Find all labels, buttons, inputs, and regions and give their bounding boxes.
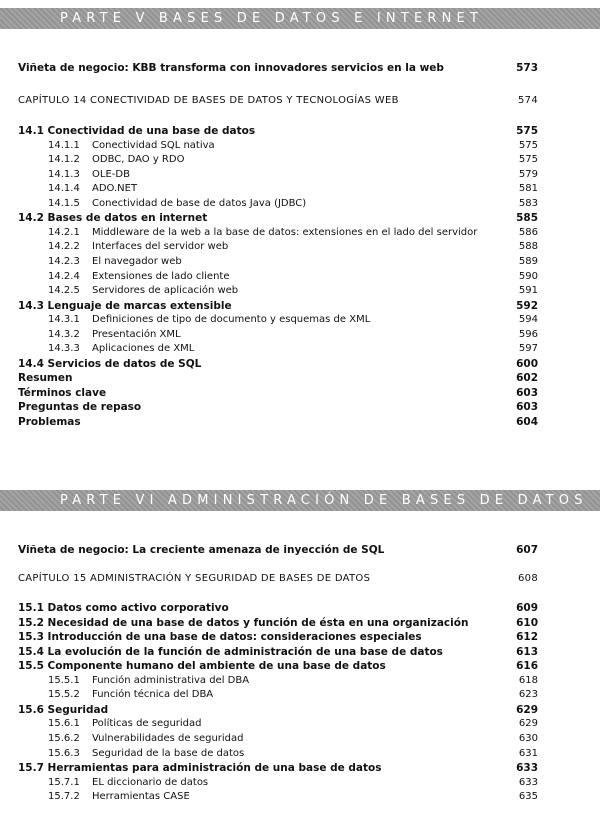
chapter-entry[interactable]: [18, 572, 538, 586]
entry-title: 15.4 La evolución de la función de administración de una base de datos: [18, 645, 443, 658]
section-entry[interactable]: [18, 386, 538, 400]
entry-page: 575: [518, 154, 538, 166]
entry-title: Interfaces del servidor web: [92, 241, 229, 253]
entry-title: Términos clave: [18, 386, 107, 399]
section-entry[interactable]: [18, 400, 538, 414]
entry-title: Aplicaciones de XML: [92, 343, 195, 355]
chapter-title: CAPÍTULO 14 CONECTIVIDAD DE BASES DE DATOS Y TECNOLOGÍAS WEB: [18, 95, 399, 106]
entry-number: 14.1.5: [48, 197, 80, 209]
vignette-entry[interactable]: [18, 543, 538, 557]
subsection-entry[interactable]: [18, 747, 538, 761]
entry-page: 589: [518, 255, 538, 267]
subsection-entry[interactable]: [18, 328, 538, 342]
entry-page: 573: [516, 62, 538, 74]
entry-number: 14.2.5: [48, 285, 80, 297]
chapter-title: CAPÍTULO 15 ADMINISTRACIÓN Y SEGURIDAD DE BASES DE DATOS: [18, 573, 371, 584]
entry-title: 15.6 Seguridad: [18, 703, 109, 716]
section-entry[interactable]: [18, 601, 538, 615]
entry-title: Resumen: [18, 372, 73, 385]
section-entry[interactable]: [18, 630, 538, 644]
entry-title: Conectividad SQL nativa: [92, 139, 215, 151]
entry-page: 586: [518, 226, 538, 238]
entry-title: Problemas: [18, 416, 81, 428]
entry-title: Políticas de seguridad: [92, 718, 202, 730]
part-title: PARTE V BASES DE DATOS E INTERNET: [60, 11, 484, 26]
entry-page: 594: [518, 314, 538, 326]
entry-number: 14.1.3: [48, 168, 80, 180]
entry-title: 14.1 Conectividad de una base de datos: [18, 125, 256, 137]
part-title: PARTE VI ADMINISTRACIÓN DE BASES DE DATOS: [60, 493, 588, 508]
entry-page: 609: [516, 602, 538, 614]
entry-page: 618: [518, 674, 538, 686]
entry-title: Preguntas de repaso: [18, 401, 142, 414]
entry-page: 630: [518, 732, 538, 744]
subsection-entry[interactable]: [18, 226, 538, 240]
entry-number: 14.3.1: [48, 314, 80, 326]
entry-number: 15.7.1: [48, 776, 80, 788]
entry-title: Seguridad de la base de datos: [92, 747, 245, 759]
section-entry[interactable]: [18, 616, 538, 630]
entry-page: 604: [516, 416, 538, 428]
entry-page: 610: [516, 616, 538, 629]
entry-page: 612: [516, 631, 538, 644]
entry-title: Herramientas CASE: [92, 791, 190, 803]
entry-page: 575: [518, 139, 538, 151]
section-entry[interactable]: [18, 124, 538, 138]
section-entry[interactable]: [18, 211, 538, 225]
entry-page: 597: [518, 343, 538, 355]
entry-page: 633: [518, 776, 538, 788]
section-entry[interactable]: [18, 415, 538, 429]
entry-title: 15.3 Introducción de una base de datos: consideraciones especiales: [18, 631, 422, 644]
entry-title: Presentación XML: [92, 328, 181, 340]
part-banner: [0, 8, 600, 29]
subsection-entry[interactable]: [18, 270, 538, 284]
entry-title: El navegador web: [92, 255, 182, 267]
entry-title: 14.4 Servicios de datos de SQL: [18, 357, 202, 370]
subsection-entry[interactable]: [18, 139, 538, 153]
entry-page: 635: [518, 791, 538, 803]
entry-number: 15.6.2: [48, 732, 80, 744]
entry-page: 623: [518, 689, 538, 701]
subsection-entry[interactable]: [18, 674, 538, 688]
entry-title: 15.2 Necesidad de una base de datos y función de ésta en una organización: [18, 616, 469, 629]
chapter-page: 574: [518, 95, 538, 106]
entry-title: Vulnerabilidades de seguridad: [92, 732, 244, 744]
entry-title: Función técnica del DBA: [92, 689, 214, 701]
entry-title: 14.3 Lenguaje de marcas extensible: [18, 299, 232, 312]
entry-page: 629: [516, 703, 538, 716]
entry-number: 14.1.2: [48, 154, 80, 166]
entry-page: 583: [518, 197, 538, 209]
section-entry[interactable]: [18, 761, 538, 775]
entry-title: 15.1 Datos como activo corporativo: [18, 602, 229, 614]
entry-number: 14.2.1: [48, 226, 80, 238]
entry-number: 14.3.2: [48, 328, 80, 340]
subsection-entry[interactable]: [18, 717, 538, 731]
entry-title: ODBC, DAO y RDO: [92, 154, 185, 166]
subsection-entry[interactable]: [18, 732, 538, 746]
entry-page: 585: [516, 212, 538, 225]
entry-page: 607: [516, 544, 538, 556]
entry-title: Middleware de la web a la base de datos: extensiones en el lado del servidor: [92, 226, 478, 238]
chapter-page: 608: [518, 573, 538, 584]
subsection-entry[interactable]: [18, 240, 538, 254]
entry-title: 15.7 Herramientas para administración de una base de datos: [18, 762, 382, 775]
subsection-entry[interactable]: [18, 790, 538, 804]
section-entry[interactable]: [18, 659, 538, 673]
subsection-entry[interactable]: [18, 182, 538, 196]
subsection-entry[interactable]: [18, 153, 538, 167]
entry-number: 14.2.2: [48, 241, 80, 253]
entry-title: Extensiones de lado cliente: [92, 270, 230, 282]
entry-page: 579: [518, 168, 538, 180]
entry-title: Viñeta de negocio: La creciente amenaza de inyección de SQL: [18, 544, 385, 556]
entry-number: 14.2.3: [48, 255, 80, 267]
entry-title: ADO.NET: [92, 183, 138, 195]
entry-number: 14.2.4: [48, 270, 80, 282]
entry-title: Definiciones de tipo de documento y esquemas de XML: [92, 314, 371, 326]
section-entry[interactable]: [18, 357, 538, 371]
subsection-entry[interactable]: [18, 342, 538, 356]
entry-title: OLE-DB: [92, 168, 130, 180]
entry-number: 15.5.1: [48, 674, 80, 686]
section-entry[interactable]: [18, 299, 538, 313]
section-entry[interactable]: [18, 703, 538, 717]
entry-page: 603: [516, 401, 538, 414]
entry-title: Función administrativa del DBA: [92, 674, 250, 686]
entry-number: 14.1.1: [48, 139, 80, 151]
entry-page: 575: [516, 125, 538, 137]
vignette-entry[interactable]: [18, 61, 538, 75]
entry-title: 15.5 Componente humano del ambiente de una base de datos: [18, 660, 386, 673]
entry-page: 616: [516, 660, 538, 673]
entry-number: 15.6.3: [48, 747, 80, 759]
section-entry[interactable]: [18, 371, 538, 385]
entry-page: 581: [518, 183, 538, 195]
entry-title: 14.2 Bases de datos en internet: [18, 212, 208, 225]
entry-page: 629: [518, 718, 538, 730]
entry-page: 588: [518, 241, 538, 253]
entry-title: EL diccionario de datos: [92, 776, 209, 788]
entry-number: 15.7.2: [48, 791, 80, 803]
entry-page: 633: [516, 762, 538, 775]
entry-number: 15.5.2: [48, 689, 80, 701]
entry-page: 592: [516, 299, 538, 312]
subsection-entry[interactable]: [18, 688, 538, 702]
subsection-entry[interactable]: [18, 776, 538, 790]
part-banner: [0, 490, 600, 511]
entry-page: 603: [516, 386, 538, 399]
entry-number: 14.1.4: [48, 183, 80, 195]
entry-number: 15.6.1: [48, 718, 80, 730]
entry-title: Viñeta de negocio: KBB transforma con innovadores servicios en la web: [18, 62, 444, 74]
entry-page: 596: [518, 328, 538, 340]
entry-title: Servidores de aplicación web: [92, 285, 239, 297]
entry-number: 14.3.3: [48, 343, 80, 355]
entry-page: 591: [518, 285, 538, 297]
entry-title: Conectividad de base de datos Java (JDBC): [92, 197, 307, 209]
subsection-entry[interactable]: [18, 255, 538, 269]
subsection-entry[interactable]: [18, 168, 538, 182]
entry-page: 631: [518, 747, 538, 759]
entry-page: 602: [516, 372, 538, 385]
entry-page: 590: [518, 270, 538, 282]
subsection-entry[interactable]: [18, 284, 538, 298]
section-entry[interactable]: [18, 645, 538, 659]
entry-page: 613: [516, 645, 538, 658]
subsection-entry[interactable]: [18, 197, 538, 211]
entry-page: 600: [516, 357, 538, 370]
subsection-entry[interactable]: [18, 313, 538, 327]
chapter-entry[interactable]: [18, 94, 538, 108]
